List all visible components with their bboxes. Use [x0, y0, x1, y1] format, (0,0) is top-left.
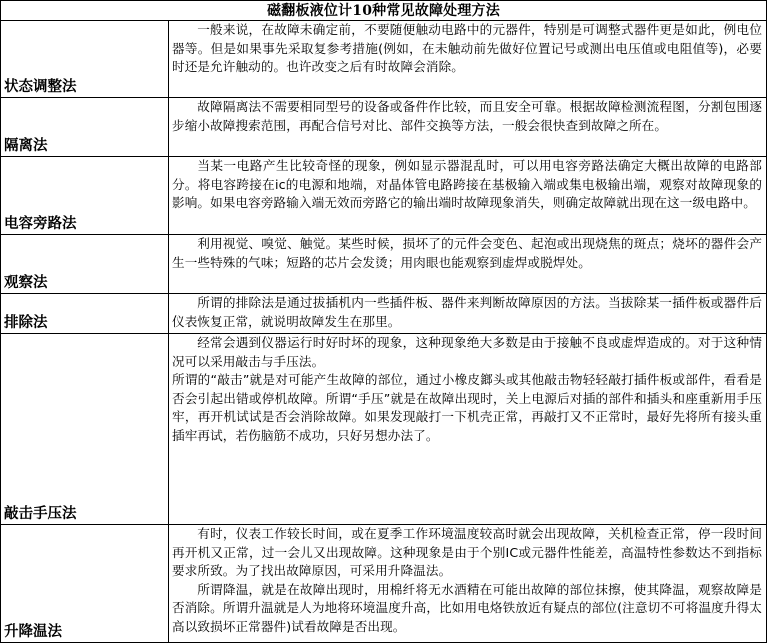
description-paragraph: 故障隔离法不需要相同型号的设备或备件作比较，而且安全可靠。根据故障检测流程图，分割包围逐步缩小故障搜索范围，再配合信号对比、部件交换等方法，一般会很快查到故障之所在。 — [172, 99, 763, 133]
method-description-cell — [169, 157, 767, 235]
table-row — [1, 21, 767, 98]
description-paragraph: 有时，仪表工作较长时间，或在夏季工作环境温度较高时就会出现故障，关机检查正常，停一段时间再开机又正常，过一会儿又出现故障。这种现象是由于个别IC或元器件性能差，高温特性参数达不到指标要求所致。为了找出故障原因，可采用升降温法。 — [172, 526, 763, 578]
method-description-cell — [169, 98, 767, 157]
method-name-cell: 电容旁路法 — [1, 157, 169, 235]
method-name-cell: 观察法 — [1, 235, 169, 294]
table-row — [1, 334, 767, 525]
table-row — [1, 525, 767, 643]
method-name-cell: 敲击手压法 — [1, 334, 169, 525]
description-paragraph: 利用视觉、嗅觉、触觉。某些时候，损坏了的元件会变色、起泡或出现烧焦的斑点；烧坏的器件会产生一些特殊的气味；短路的芯片会发烫；用肉眼也能观察到虚焊或脱焊处。 — [172, 236, 763, 270]
method-description-cell — [169, 294, 767, 334]
table-row — [1, 294, 767, 334]
description-paragraph: 所谓的排除法是通过拔插机内一些插件板、器件来判断故障原因的方法。当拔除某一插件板或器件后仪表恢复正常，就说明故障发生在那里。 — [172, 295, 763, 329]
method-description-cell — [169, 21, 767, 98]
table-title: 磁翻板液位计10种常见故障处理方法 — [1, 1, 767, 21]
title-row — [1, 1, 767, 21]
description-paragraph: 一般来说，在故障未确定前，不要随便触动电路中的元器件，特别是可调整式器件更是如此，例电位器等。但是如果事先采取复参考措施(例如，在未触动前先做好位置记号或测出电压值或电阻值等)，必要时还是允许触动的。也许改变之后有时故障会消除。 — [172, 22, 763, 74]
method-description-cell — [169, 235, 767, 294]
table-row — [1, 235, 767, 294]
description-paragraph: 经常会遇到仪器运行时好时坏的现象，这种现象绝大多数是由于接触不良或虚焊造成的。对于这种情况可以采用敲击与手压法。 — [172, 335, 763, 369]
method-name-cell: 隔离法 — [1, 98, 169, 157]
description-paragraph: 所谓的“敲击”就是对可能产生故障的部位，通过小橡皮鎯头或其他敲击物轻轻敲打插件板或部件，看看是否会引起出错或停机故障。所谓“手压”就是在故障出现时，关上电源后对插的部件和插头和座重新用手压牢，再开机试试是否会消除故障。如果发现敲打一下机壳正常，再敲打又不正常时，最好先将所有接头重插牢再试，若伤脑筋不成功，只好另想办法了。 — [172, 372, 763, 443]
method-description-cell — [169, 525, 767, 643]
table-row — [1, 98, 767, 157]
table-row — [1, 157, 767, 235]
description-paragraph: 当某一电路产生比较奇怪的现象，例如显示器混乱时，可以用电容旁路法确定大概出故障的电路部分。将电容跨接在ic的电源和地端，对晶体管电路跨接在基极输入端或集电极输出端，观察对故障现象的影响。如果电容旁路输入端无效而旁路它的输出端时故障现象消失，则确定故障就出现在这一级电路中。 — [172, 158, 763, 210]
description-paragraph: 所谓降温，就是在故障出现时，用棉纤将无水酒精在可能出故障的部位抹擦，使其降温，观察故障是否消除。所谓升温就是人为地将环境温度升高，比如用电烙铁放近有疑点的部位(注意切不可将温度升得太高以致损坏正常器件)试看故障是否出现。 — [172, 581, 763, 634]
method-name-cell: 排除法 — [1, 294, 169, 334]
method-name-cell: 状态调整法 — [1, 21, 169, 98]
method-description-cell — [169, 334, 767, 525]
method-name-cell: 升降温法 — [1, 525, 169, 643]
